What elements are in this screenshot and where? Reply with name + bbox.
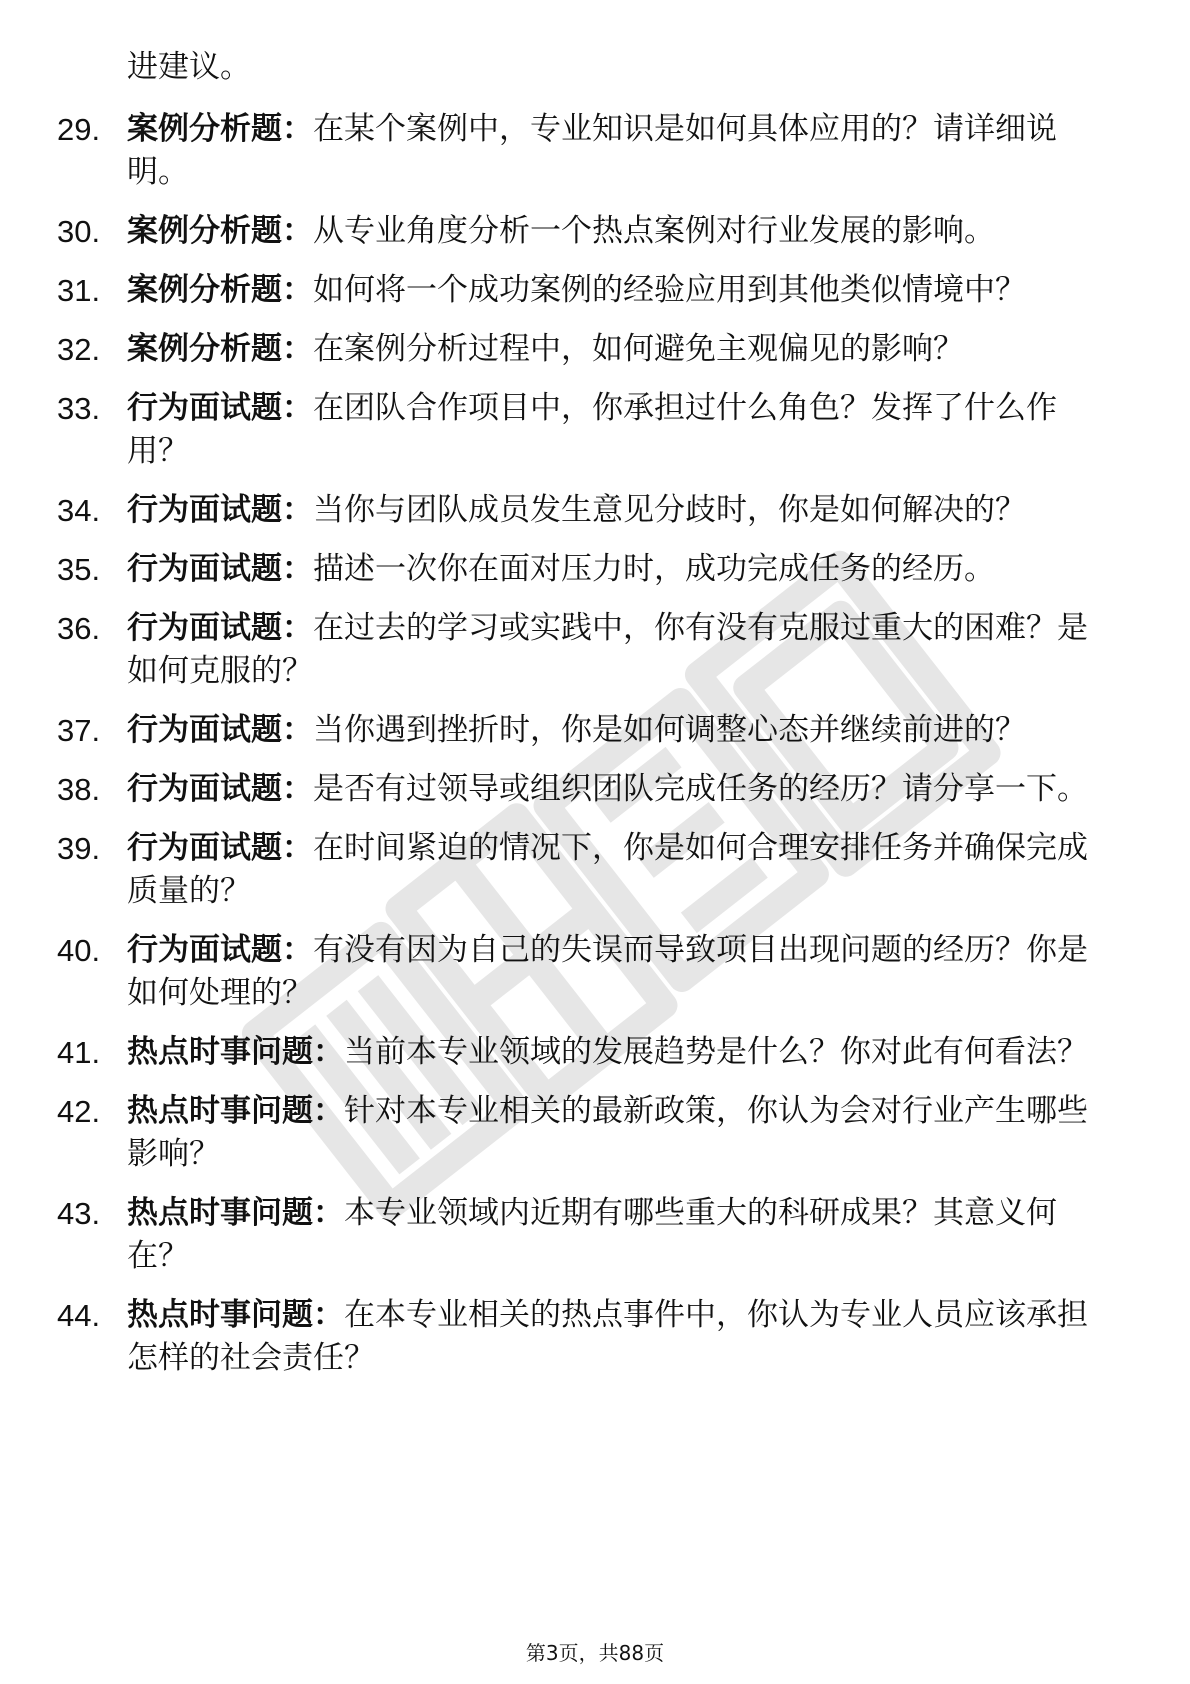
item-number: 30. [57,214,101,249]
item-number: 40. [57,933,101,968]
list-item [0,210,1117,253]
item-text: 在本专业相关的热点事件中，你认为专业人员应该承担怎样的社会责任？ [127,1297,1088,1376]
item-category: 案例分析题： [127,213,313,249]
list-item [0,489,1117,532]
item-text: 在过去的学习或实践中，你有没有克服过重大的困难？是如何克服的？ [127,610,1088,689]
list-item [0,328,1117,371]
item-text: 针对本专业相关的最新政策，你认为会对行业产生哪些影响？ [127,1093,1088,1172]
item-text: 本专业领域内近期有哪些重大的科研成果？其意义何在？ [127,1195,1057,1274]
item-text: 在案例分析过程中，如何避免主观偏见的影响？ [313,331,964,367]
item-number: 33. [57,391,101,426]
item-number: 44. [57,1298,101,1333]
item-category: 行为面试题： [127,712,313,748]
list-item-continuation [0,46,1117,89]
list-item [0,548,1117,591]
item-number: 31. [57,273,101,308]
item-text: 当你与团队成员发生意见分歧时，你是如何解决的？ [313,492,1026,528]
item-category: 行为面试题： [127,771,313,807]
list-item [0,607,1117,693]
item-category: 案例分析题： [127,111,313,147]
list-item [0,768,1117,811]
item-number: 36. [57,611,101,646]
item-number: 42. [57,1094,101,1129]
list-item [0,108,1117,194]
item-text: 从专业角度分析一个热点案例对行业发展的影响。 [313,213,995,249]
item-number: 35. [57,552,101,587]
item-category: 行为面试题： [127,932,313,968]
item-text: 描述一次你在面对压力时，成功完成任务的经历。 [313,551,995,587]
item-number: 34. [57,493,101,528]
item-number: 32. [57,332,101,367]
item-category: 案例分析题： [127,331,313,367]
item-text: 如何将一个成功案例的经验应用到其他类似情境中？ [313,272,1026,308]
list-item [0,709,1117,752]
list-item [0,387,1117,473]
list-item [0,929,1117,1015]
list-item [0,827,1117,913]
item-number: 43. [57,1196,101,1231]
page-footer: 第3页，共88页 [525,1641,665,1665]
item-text: 在某个案例中，专业知识是如何具体应用的？请详细说明。 [127,111,1057,190]
item-number: 41. [57,1035,101,1070]
item-category: 热点时事问题： [127,1195,344,1231]
question-list [0,46,1190,1396]
list-item [0,269,1117,312]
item-text: 在团队合作项目中，你承担过什么角色？发挥了什么作用？ [127,390,1057,469]
list-item [0,1294,1117,1380]
item-text: 有没有因为自己的失误而导致项目出现问题的经历？你是如何处理的？ [127,932,1088,1011]
item-number: 39. [57,831,101,866]
item-text: 是否有过领导或组织团队完成任务的经历？请分享一下。 [313,771,1088,807]
item-text: 当前本专业领域的发展趋势是什么？你对此有何看法？ [344,1034,1088,1070]
item-category: 行为面试题： [127,492,313,528]
item-category: 案例分析题： [127,272,313,308]
item-category: 热点时事问题： [127,1034,344,1070]
item-number: 37. [57,713,101,748]
list-item [0,1192,1117,1278]
item-category: 行为面试题： [127,390,313,426]
item-number: 29. [57,112,101,147]
item-text: 当你遇到挫折时，你是如何调整心态并继续前进的？ [313,712,1026,748]
list-item [0,1090,1117,1176]
item-category: 热点时事问题： [127,1093,344,1129]
continuation-text: 进建议。 [127,49,251,85]
item-category: 行为面试题： [127,610,313,646]
list-item [0,1031,1117,1074]
item-text: 在时间紧迫的情况下，你是如何合理安排任务并确保完成质量的？ [127,830,1088,909]
item-category: 行为面试题： [127,551,313,587]
item-category: 热点时事问题： [127,1297,344,1333]
item-number: 38. [57,772,101,807]
item-category: 行为面试题： [127,830,313,866]
